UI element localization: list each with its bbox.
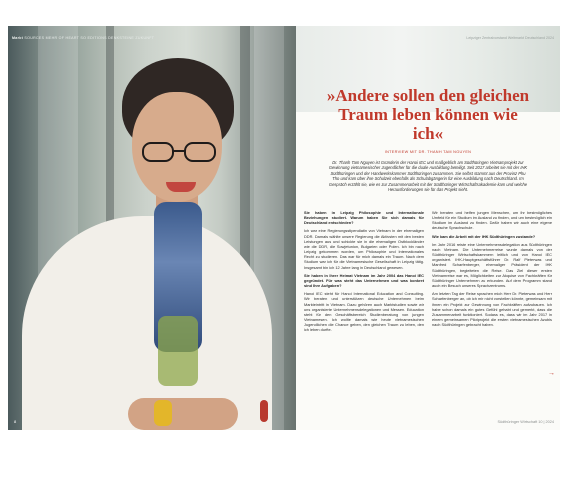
header-section: Markt: [12, 36, 24, 40]
scarf-pattern: [158, 316, 198, 386]
interview-answer: Ich war eine Regierungsstipendiatin von Vietnam in der ehemaligen DDR. Damals wählte unsere Regierung die Aktivsten mit den besten Leistungen aus und schickte sie in die ehemaligen Ostblockländer wie die DDR, die Sowjetunion, Bulgarien oder Polen. Ich bin nach Leipzig gekommen worden, um Philosophie und Internationales Recht zu studieren. Das war für mich damals ein Traum. Nach dem Studium war ich für die Vietnamesische Gesellschaft in Leipzig tätig. Insgesamt bin ich 12 Jahre lang in Deutschland gewesen.: [304, 228, 424, 270]
left-page-number: 8: [14, 419, 17, 424]
person-glasses: [142, 142, 216, 162]
interview-answer: Wir beraten und helfen jungen Menschen, um ihr bestmögliches Umfeld für ein Studium im Ausland zu finden, und um bestmöglich ein Studium im Ausland zu finden. Dafür haben wir auch eine eigene deutsche Sprachschule.: [432, 210, 552, 231]
right-page-footer: Südthüringer Wirtschaft 10 | 2024: [497, 420, 554, 424]
right-page-header: Leipziger Zentralvorstand Weltmarkt Deutschland 2024: [466, 36, 554, 40]
interview-answer: Am letzten Tag der Reise sprachen mich Herr Dr. Pieterwas und Herr Scharfenberger an, ob ich mir nicht vorstellen könnte, gemeinsam mit ihnen ein Projekt zur Gewinnung von Fachkräften aufzubauen. Ich habe schon damals ein gutes Gefühl gehabt und gemerkt, dass die Zusammenarbeit funktioniert. Sodass es, dass wir im Jahr 2017 in einem gemeinsamen Pilotprojekt die ersten vietnamesischen Azubis nach Südthüringen gebracht haben.: [432, 291, 552, 328]
person-hands: [128, 398, 238, 430]
interview-answer: Hanoi IEC steht für Hanoi International Education and Consulting. Wir beraten und unterstützen deutsche Unternehmen beim Markteintritt in Vietnam. Dazu gehören auch Marktstudien sowie wir uns organisierte Unternehmensdelegationen und Messen. Education steht für den Geschäftsbereich Studienberatung von jungen Vietnamesen. Ich wollte damals wie heute vietnamesischen Jugendlichen die Chance geben, den gleichen Traum zu leben, den ich leben durfte.: [304, 291, 424, 333]
interview-answer: Im Jahr 2016 reiste eine Unternehmensdelegation aus Südthüringen nach Vietnam. Die Unternehmerreise wurde damals von der Südthüringer Wirtschaftskammern leitlich und von Hanoi IEC organisiert. IHK-Hauptgeschäftsführer Dr. Ralf Pieterwas und Manfred Scharfenberger, ehemaliger Präsident der IHK Südthüringen, begleiteten die Reise. Das Ziel dieser ersten Vietnamreise war es, Möglichkeiten zur Akquise von Fachkräften für Südthüringer Unternehmen zu erkunden. Auf dem Programm stand auch ein Besuch unseres Sprachzentrums.: [432, 241, 552, 289]
header-text: SOURCES MEHR OF HEART SO EDITIONS DENKSTEINE ZUKUNFT: [24, 36, 155, 40]
interview-question: Wie kam die Arbeit mit der IHK Südthüringen zustande?: [432, 233, 536, 239]
red-bracelet: [260, 400, 268, 422]
article-byline: INTERVIEW MIT DR. THANH TAM NGUYEN: [384, 150, 472, 154]
left-page-header: [12, 36, 154, 40]
yellow-bracelet: [154, 400, 172, 426]
interview-question: Sie haben in Ihrer Heimat Vietnam im Jahr 2004 das Hanoi IEC gegründet. Für was steht das Unternehmen und was konkret sind Ihre Aufgaben?: [304, 272, 424, 289]
magazine-spread: [8, 26, 560, 430]
article-column-right: [432, 210, 552, 330]
glasses-lens-left: [142, 142, 174, 162]
portrait-photo: [8, 26, 296, 430]
glasses-lens-right: [184, 142, 216, 162]
article-lead: Dr. Thanh Tam Nguyen ist Gründerin der Hanoi IEC und maßgeblich am Südthüringen Vietnamprojekt zur Gewinnung vietnamesischer Jugendlicher für die duale Ausbildung beteiligt. Seit 2017 arbeitet sie mit der IHK Südthüringen und der Handwerkskammer Südthüringen zusammen. Sie selbst stammt aus der Provinz Phu Tho und kam über ihre Schulzeit ebenfalls als Schulabgängerin für eine Ausbildung nach Deutschland. Im Gespräch erzählt sie, wie es zur Zusammenarbeit mit der Südthüringer Wirtschaftsakademie kam und welche Herausforderungen sie für das Projekt sieht.: [328, 160, 528, 193]
article-page: [296, 26, 560, 430]
article-title: »Andere sollen den gleichen Traum leben können wie ich«: [326, 86, 530, 143]
arrow-right-icon: →: [548, 370, 555, 377]
article-column-left: [304, 210, 424, 335]
interview-question: Sie haben in Leipzig Philosophie und Internationale Beziehungen studiert. Warum haben Sie sich damals für Deutschland entschieden?: [304, 210, 424, 226]
